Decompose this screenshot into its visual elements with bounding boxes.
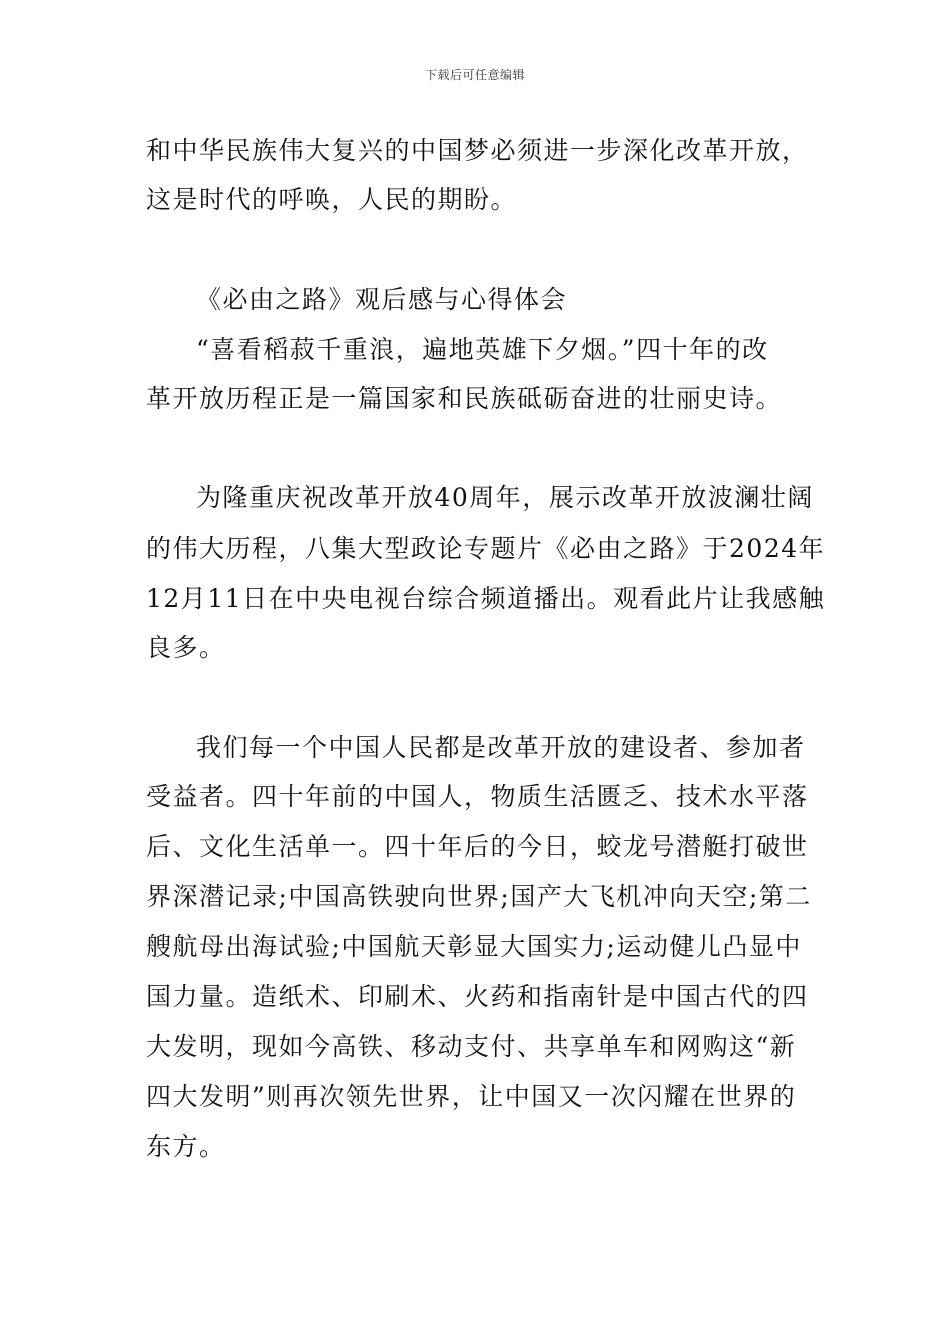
text-line: 为隆重庆祝改革开放40周年，展示改革开放波澜壮阔 xyxy=(196,483,814,512)
text-line: 四大发明”则再次领先世界，让中国又一次闪耀在世界的 xyxy=(146,1082,797,1111)
text-line: 东方。 xyxy=(146,1132,226,1161)
text-line: 良多。 xyxy=(146,633,226,662)
text-line: 界深潜记录;中国高铁驶向世界;国产大飞机冲向天空;第二 xyxy=(146,882,812,911)
text-line: “喜看稻菽千重浪，遍地英雄下夕烟。”四十年的改 xyxy=(196,335,769,364)
section-title: 《必由之路》观后感与心得体会 xyxy=(196,285,568,314)
text-line: 革开放历程正是一篇国家和民族砥砺奋进的壮丽史诗。 xyxy=(146,384,783,413)
text-line: 大发明，现如今高铁、移动支付、共享单车和网购这“新 xyxy=(146,1032,797,1061)
text-line: 的伟大历程，八集大型政论专题片《必由之路》于2024年 xyxy=(146,534,826,563)
text-line: 12月11日在中央电视台综合频道播出。观看此片让我感触 xyxy=(146,584,826,613)
text-line: 我们每一个中国人民都是改革开放的建设者、参加者 xyxy=(196,733,806,762)
text-line: 这是时代的呼唤，人民的期盼。 xyxy=(146,185,518,214)
text-line: 受益者。四十年前的中国人，物质生活匮乏、技术水平落 xyxy=(146,782,809,811)
text-line: 国力量。造纸术、印刷术、火药和指南针是中国古代的四 xyxy=(146,982,809,1011)
page-header-note: 下载后可任意编辑 xyxy=(424,68,525,82)
text-line: 艘航母出海试验;中国航天彰显大国实力;运动健儿凸显中 xyxy=(146,932,802,961)
text-line: 后、文化生活单一。四十年后的今日，蛟龙号潜艇打破世 xyxy=(146,832,809,861)
text-line: 和中华民族伟大复兴的中国梦必须进一步深化改革开放， xyxy=(146,136,809,165)
